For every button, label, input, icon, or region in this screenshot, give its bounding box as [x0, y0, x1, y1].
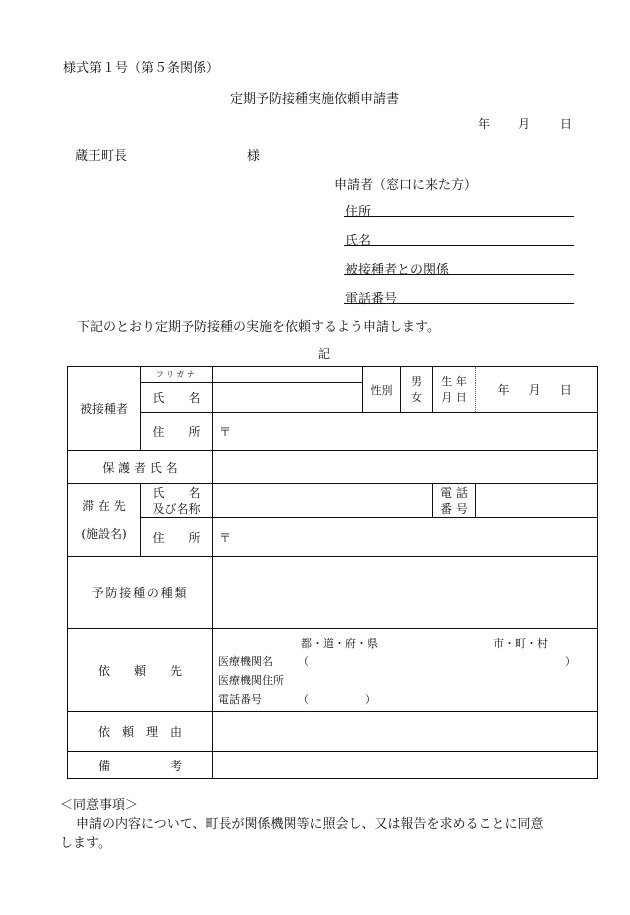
birth-label: 生 年 月 日: [433, 367, 476, 413]
institution-phone-label: 電話番号: [218, 693, 262, 706]
addressee: 蔵王町長: [75, 149, 128, 164]
date-year: 年: [478, 117, 491, 131]
gender-options[interactable]: [401, 367, 433, 413]
guardian-label: 保 護 者 氏 名: [68, 451, 213, 484]
applicant-address-label: 住所: [345, 205, 372, 220]
institution-name-label: 医療機関名: [218, 655, 273, 668]
remarks-label: 備 考: [68, 752, 213, 779]
applicant-name-label: 氏名: [345, 234, 372, 249]
note-label: 記: [318, 347, 331, 361]
postal-mark: 〒: [219, 425, 232, 439]
date-day: 日: [560, 117, 573, 131]
furigana-label: フリガナ: [141, 367, 213, 383]
institution-phone-paren-close: ）: [365, 693, 376, 706]
birth-date-field[interactable]: 年 月 日: [476, 367, 598, 413]
applicant-relation-label: 被接種者との関係: [345, 263, 450, 278]
honorific: 様: [247, 149, 261, 164]
gender-female[interactable]: 女: [411, 390, 422, 404]
stay-label: 滞 在 先 (施設名): [68, 484, 141, 557]
reason-field[interactable]: [213, 712, 598, 752]
applicant-relation-field[interactable]: [344, 274, 574, 275]
stay-address-label: 住 所: [141, 518, 213, 557]
address-field[interactable]: [213, 413, 598, 451]
form-number: 様式第１号（第５条関係）: [63, 61, 220, 76]
consent-line-2: します。: [60, 836, 111, 851]
request-to-label: 依 頼 先: [68, 629, 213, 712]
consent-heading: ＜同意事項＞: [60, 798, 139, 813]
consent-line-1: 申請の内容について、町長が関係機関等に照会し、又は報告を求めることに同意: [76, 817, 544, 832]
stay-phone-label: 電 話 番 号: [433, 484, 476, 518]
furigana-field[interactable]: [213, 367, 363, 383]
institution-name-paren-open: （: [298, 655, 309, 668]
patient-label: 被接種者: [68, 367, 141, 451]
name-label: 氏 名: [141, 383, 213, 413]
stay-name-label: 氏 名 及び名称: [141, 484, 213, 518]
stay-postal-mark: 〒: [219, 530, 232, 545]
gender-label: 性別: [363, 367, 401, 413]
city-text: 市・町・村: [493, 637, 548, 650]
vaccine-type-label: 予防接種の種類: [68, 557, 213, 629]
institution-address-label: 医療機関住所: [218, 674, 284, 687]
applicant-address-field[interactable]: [344, 216, 574, 217]
document-title: 定期予防接種実施依頼申請書: [230, 92, 400, 107]
name-field[interactable]: [213, 383, 363, 413]
stay-phone-field[interactable]: [476, 484, 598, 518]
stay-address-field[interactable]: [213, 518, 598, 557]
gender-male[interactable]: 男: [411, 374, 422, 388]
applicant-phone-field[interactable]: [344, 303, 574, 304]
intro-text: 下記のとおり定期予防接種の実施を依頼するよう申請します。: [77, 320, 440, 335]
remarks-field[interactable]: [213, 752, 598, 779]
address-label: 住 所: [141, 413, 213, 451]
reason-label: 依 頼 理 由: [68, 712, 213, 752]
applicant-phone-label: 電話番号: [345, 292, 398, 307]
guardian-name-field[interactable]: [213, 451, 598, 484]
stay-name-field[interactable]: [213, 484, 433, 518]
applicant-name-field[interactable]: [344, 245, 574, 246]
institution-name-paren-close: ）: [565, 655, 576, 668]
request-to-field[interactable]: [213, 629, 598, 712]
applicant-heading: 申請者（窓口に来た方）: [334, 178, 478, 193]
institution-phone-paren-open: （: [298, 693, 309, 706]
application-table: [67, 366, 598, 779]
prefecture-text: 都・道・府・県: [301, 637, 378, 650]
date-month: 月: [518, 117, 531, 131]
vaccine-type-field[interactable]: [213, 557, 598, 629]
